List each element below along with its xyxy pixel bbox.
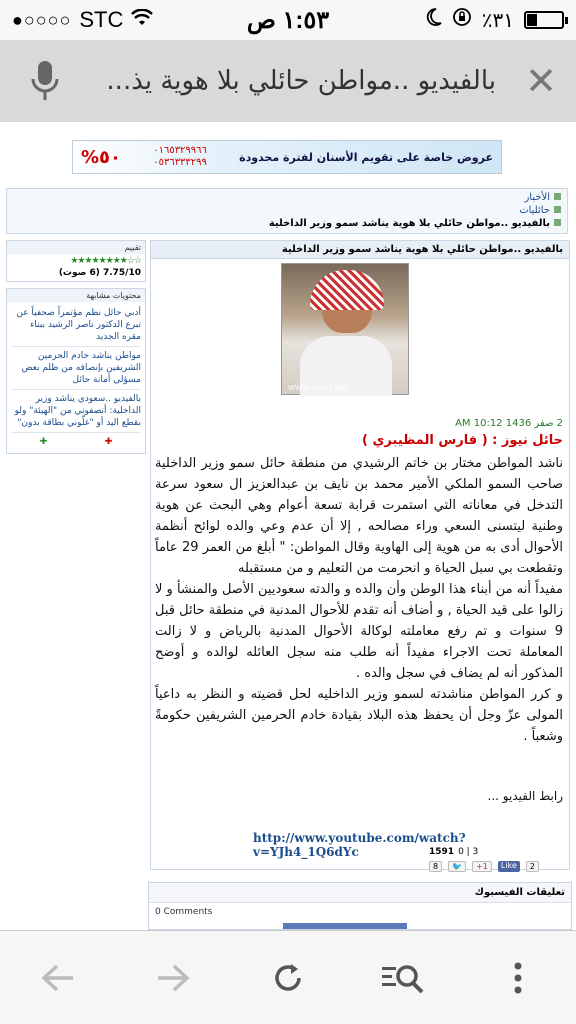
article-paragraph: مفيداً أنه من أبناء هذا الوطن وأن والده و والدته سعوديين الأصل والمنشأ و لا زالوا على قيد الحياة , و أضاف أنه تقدم للأحوال المدنية في منطقة حائل قبل 9 سنوات و تم رفع معاملته لوكالة الأحوال المدنية بالرياض و لا زالت المعاملة تحت الاجراء مفيداً أنه طلب منه سجل العائله لوالده و أوضح المذكور أنه لم يضاف في سجل والده . — [155, 582, 563, 681]
close-icon[interactable]: ✕ — [525, 59, 557, 103]
breadcrumb-item-current: بالفيديو ..مواطن حائلي بلا هوية يناشد سمو وزير الداخلية — [13, 217, 561, 230]
battery-icon — [524, 11, 564, 29]
moon-icon — [426, 8, 442, 32]
breadcrumb-bullet-icon — [554, 219, 561, 226]
related-box — [6, 288, 146, 454]
article-date: 2 صفر 1436 10:12 AM — [455, 418, 563, 429]
banner-percent: ٥٠% — [81, 146, 122, 168]
sidebar — [6, 240, 146, 460]
video-label: رابط الفيديو ... — [487, 789, 563, 803]
clock: ١:٥٣ ص — [246, 6, 330, 34]
photo-watermark: WWW.YHAT1.NET — [288, 384, 349, 392]
breadcrumb-item-news[interactable]: الأخبار — [13, 191, 561, 204]
article-paragraph: و كرر المواطن مناشدته لسمو وزير الداخليه لحل قضيته و النظر به داعياً المولى عزّ وجل أن يحفظ هذه البلاد بقيادة خادم الحرمين الشريفين حكومةً وشعباً . — [155, 687, 563, 744]
article-header: بالفيديو ..مواطن حائلي بلا هوية يناشد سمو وزير الداخلية — [151, 241, 569, 259]
twitter-button[interactable]: 🐦 — [448, 861, 466, 872]
facebook-comments — [148, 882, 572, 930]
facebook-like-count: 2 — [526, 861, 539, 872]
related-item[interactable]: بالفيديو ..سعودي يناشد وزير الداخلية: أنصفوني من "الهيئة" ولو بقطع اليد أو "غلّوني بطاقة بدون" — [11, 390, 141, 433]
rating-score: 7.75/10 (6 صوت) — [58, 268, 141, 278]
article-photo[interactable] — [281, 263, 409, 395]
microphone-icon[interactable] — [0, 59, 90, 103]
views-count: 1591 — [429, 847, 455, 857]
article-source: حائل نيوز : ( فارس المظيبري ) — [362, 433, 563, 448]
related-item[interactable]: مواطن يناشد خادم الحرمين الشريفين بإنصافه من ظلم بعض مسؤلي أمانة حائل — [11, 347, 141, 390]
video-link[interactable]: http://www.youtube.com/watch?v=YJh4_1Q6dYc — [253, 831, 466, 859]
facebook-like-button[interactable]: Like — [498, 861, 520, 872]
gplus-button[interactable]: +1 — [472, 861, 492, 872]
ad-banner[interactable] — [72, 140, 502, 174]
breadcrumb-item-hail[interactable]: حائليات — [13, 204, 561, 217]
rating-box — [6, 240, 146, 282]
rotation-lock-icon — [452, 7, 472, 33]
facebook-comments-header: تعليقات الفيسبوك — [149, 883, 571, 903]
photo-scarf-shape — [310, 270, 384, 310]
banner-phones — [153, 145, 207, 169]
share-bar — [429, 847, 478, 857]
forward-icon[interactable] — [143, 948, 203, 1008]
banner-phone-2: ٠٥٣٦٣٣٣٢٩٩ — [153, 157, 207, 168]
wifi-icon — [131, 7, 153, 33]
related-header: محتويات مشابهة — [7, 289, 145, 302]
reload-icon[interactable] — [258, 948, 318, 1008]
banner-offer-text: عروض خاصة على تقويم الأسنان لفترة محدودة — [239, 150, 493, 164]
article-paragraph: ناشد المواطن مختار بن خاتم الرشيدي من منطقة حائل سمو وزير الداخلية صاحب السمو الملكي الأمير محمد بن نايف بن عبدالعزيز ال سعود سرعة التدخل في معاناته التي استمرت قرابة تسعة أعوام وهي البحث عن هوية وطنية ليتسنى السعي وراء مصالحه , إلا أن عدم وعي والده لوائح أنظمة الأحوال أدى به من هوية إلى الهاوية وقال المواطن: " أبلغ من العمر 29 عاماً وتقطعت بي سبل الحياة و انحرمت من التعليم و من مستقبله — [155, 456, 563, 576]
rating-stars[interactable]: ★★★★★★★★☆☆ — [70, 256, 141, 266]
address-bar — [0, 40, 576, 122]
page-title-field[interactable]: بالفيديو ..مواطن حائلي بلا هوية يذ... — [106, 66, 496, 96]
banner-phone-1: ٠١٦٥٣٢٩٩٦٦ — [153, 145, 207, 156]
more-icon[interactable] — [488, 948, 548, 1008]
social-buttons — [429, 861, 539, 872]
web-page — [0, 140, 576, 930]
facebook-comment-button[interactable] — [283, 923, 407, 929]
breadcrumb-bullet-icon — [554, 206, 561, 213]
related-nav — [11, 433, 141, 451]
signal-strength: ●○○○○ — [12, 9, 72, 30]
carrier-name: STC — [79, 7, 124, 32]
facebook-comments-count: 0 Comments — [155, 907, 213, 917]
browser-toolbar — [0, 930, 576, 1024]
status-right — [426, 7, 564, 33]
article-body — [155, 453, 563, 747]
prev-icon[interactable]: ✚ — [39, 437, 48, 447]
rating-header: تقييم — [7, 241, 145, 254]
related-list — [7, 302, 145, 453]
comments-count: 0 | 3 — [458, 847, 479, 857]
next-icon[interactable]: ✚ — [104, 437, 113, 447]
search-in-page-icon[interactable] — [373, 948, 433, 1008]
status-left — [12, 7, 153, 33]
back-icon[interactable] — [28, 948, 88, 1008]
breadcrumb-bullet-icon — [554, 193, 561, 200]
article-panel — [150, 240, 570, 870]
breadcrumb — [6, 188, 568, 234]
related-item[interactable]: أدبي حائل نظم مؤتمراً صحفياً عن تبرع الدكتور ناصر الرشيد ببناء مقره الجديد — [11, 304, 141, 347]
tweet-count: 8 — [429, 861, 442, 872]
battery-percent: ٪٣١ — [481, 9, 514, 32]
status-bar — [0, 0, 576, 40]
